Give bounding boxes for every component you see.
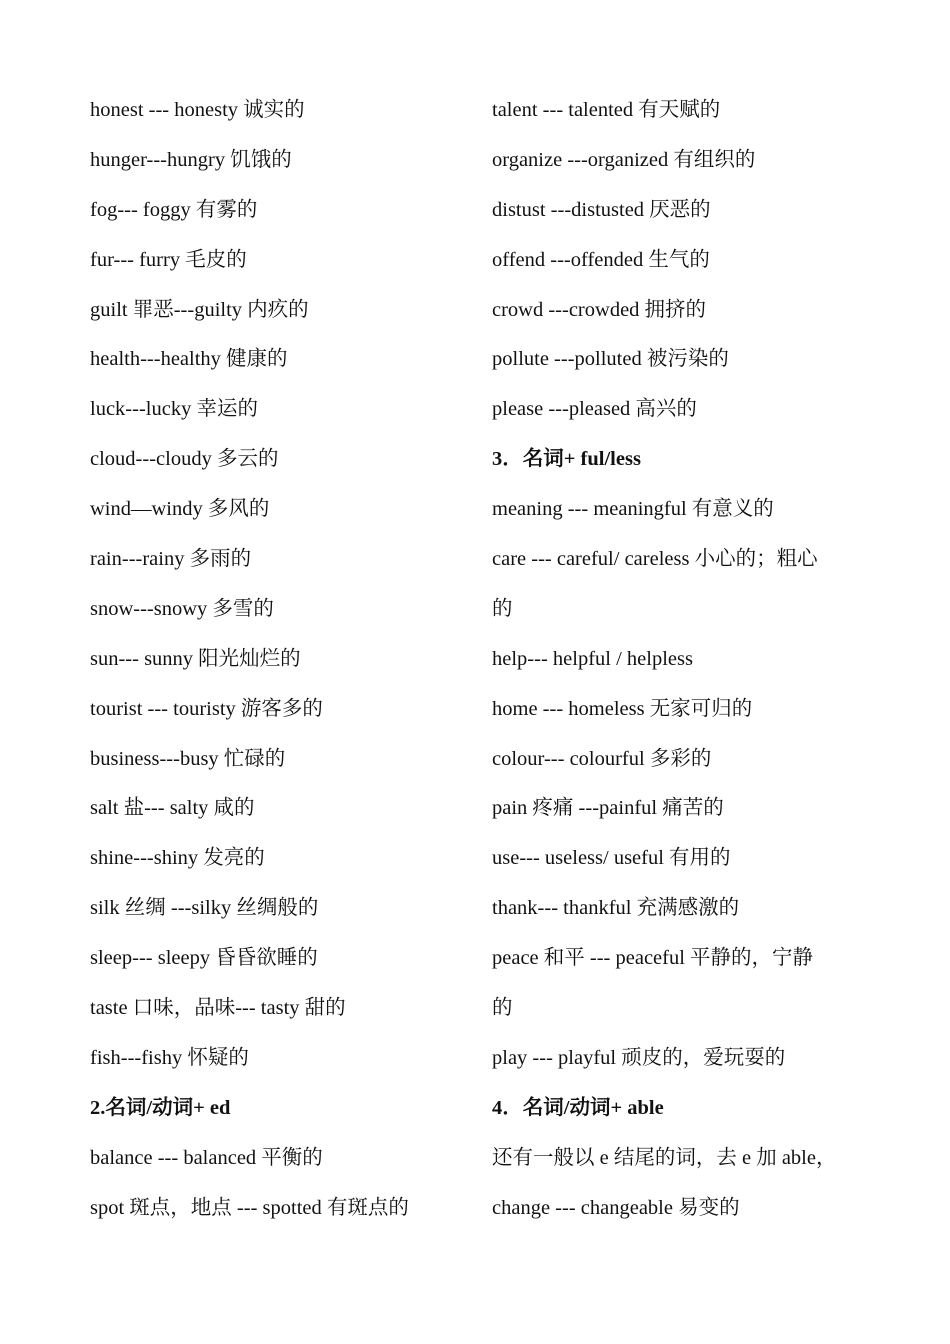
vocab-line: luck---lucky 幸运的	[90, 398, 258, 421]
vocab-line: meaning --- meaningful 有意义的	[492, 498, 774, 521]
section-heading: 2.名词/动词+ ed	[90, 1096, 231, 1119]
vocab-line: please ---pleased 高兴的	[492, 398, 697, 421]
vocab-line: pain 疼痛 ---painful 痛苦的	[492, 797, 724, 820]
vocab-line: sleep--- sleepy 昏昏欲睡的	[90, 947, 318, 970]
vocab-line: help--- helpful / helpless	[492, 647, 693, 670]
vocab-line: wind—windy 多风的	[90, 498, 270, 521]
left-column	[90, 86, 470, 1233]
vocab-line: tourist --- touristy 游客多的	[90, 697, 323, 720]
vocab-line: pollute ---polluted 被污染的	[492, 348, 729, 371]
vocab-line: spot 斑点，地点 --- spotted 有斑点的	[90, 1196, 409, 1219]
vocab-line: peace 和平 --- peaceful 平静的，宁静	[492, 947, 814, 970]
vocab-line: shine---shiny 发亮的	[90, 847, 265, 870]
vocab-line: care --- careful/ careless 小心的；粗心	[492, 548, 818, 571]
vocab-line: taste 口味，品味--- tasty 甜的	[90, 997, 346, 1020]
vocab-line: honest --- honesty 诚实的	[90, 99, 305, 121]
vocab-line: guilt 罪恶---guilty 内疚的	[90, 298, 309, 321]
vocab-line: health---healthy 健康的	[90, 348, 288, 371]
vocab-line: home --- homeless 无家可归的	[492, 697, 753, 720]
vocab-line: sun--- sunny 阳光灿烂的	[90, 647, 301, 670]
vocab-line: offend ---offended 生气的	[492, 248, 710, 271]
vocab-line: balance --- balanced 平衡的	[90, 1146, 323, 1169]
vocab-line: hunger---hungry 饥饿的	[90, 148, 292, 171]
section-heading: 3．名词+ ful/less	[492, 448, 641, 471]
vocab-line: talent --- talented 有天赋的	[492, 99, 721, 121]
vocab-line: thank--- thankful 充满感激的	[492, 897, 740, 920]
right-column	[492, 86, 864, 1233]
vocab-line: rain---rainy 多雨的	[90, 548, 252, 571]
vocab-line: change --- changeable 易变的	[492, 1196, 740, 1219]
vocab-line: fog--- foggy 有雾的	[90, 198, 258, 221]
vocab-line: 的	[492, 597, 513, 620]
vocab-line: crowd ---crowded 拥挤的	[492, 298, 707, 321]
vocab-line: cloud---cloudy 多云的	[90, 448, 279, 471]
vocab-line: salt 盐--- salty 咸的	[90, 797, 255, 820]
section-heading: 4．名词/动词+ able	[492, 1096, 664, 1119]
vocab-line: play --- playful 顽皮的，爱玩耍的	[492, 1046, 786, 1069]
vocab-line: organize ---organized 有组织的	[492, 148, 756, 171]
vocab-line: colour--- colourful 多彩的	[492, 747, 712, 770]
vocab-line: use--- useless/ useful 有用的	[492, 847, 731, 870]
vocab-line: 的	[492, 997, 513, 1020]
vocab-line: silk 丝绸 ---silky 丝绸般的	[90, 897, 319, 920]
vocab-line: snow---snowy 多雪的	[90, 597, 274, 620]
vocab-line: 还有一般以 e 结尾的词，去 e 加 able，	[492, 1146, 837, 1169]
vocab-line: distust ---distusted 厌恶的	[492, 198, 711, 221]
vocab-line: fur--- furry 毛皮的	[90, 248, 247, 271]
vocab-line: business---busy 忙碌的	[90, 747, 286, 770]
vocab-line: fish---fishy 怀疑的	[90, 1046, 249, 1069]
